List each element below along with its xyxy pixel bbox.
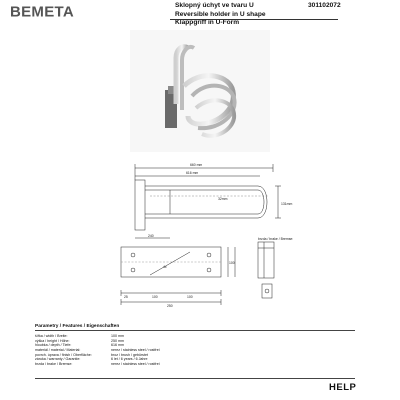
param-row: záruka / warranty / Garantie: 6 let / 6 years / 6 Jahre	[35, 357, 148, 362]
product-code: 301102072	[308, 2, 341, 9]
param-row: hloubka / depth / Tiefe: 616 mm	[35, 343, 124, 348]
params-rule	[35, 330, 355, 331]
title-de: Klappgriff in U-Form	[175, 19, 240, 27]
dim-offset: 240	[148, 234, 154, 238]
param-row: šířka / width / Breite: 100 mm	[35, 334, 124, 338]
dim-side-height: 100	[229, 261, 235, 265]
svg-text:BEMETA: BEMETA	[10, 3, 75, 19]
params-table	[35, 334, 335, 367]
help-label: HELP	[329, 382, 357, 393]
param-row: výška / height / Höhe: 250 mm	[35, 338, 124, 343]
param-row: materiál / material / Material: nerez / stainless steel / rostfrei	[35, 348, 160, 353]
dim-total-width: 250	[167, 304, 173, 308]
dim-length: 616 mm	[186, 171, 199, 175]
title-en: Reversible holder in U shape	[175, 10, 266, 18]
dim-screws: 4x	[163, 265, 167, 269]
footer-rule	[35, 378, 355, 379]
dim-edge: 25	[124, 295, 128, 299]
dim-total: 660 mm	[190, 163, 203, 167]
dim-tube: 32mm	[218, 197, 228, 201]
view-label: brzda / brake / Bremse:	[258, 237, 294, 241]
dim-width-b: 100	[187, 295, 193, 299]
param-row: brzda / brake / Bremse: nerez / stainless steel / rostfrei	[35, 362, 160, 367]
dim-width-a: 100	[152, 295, 158, 299]
param-row: povrch. úprava / finish / Oberfläche: broz / brush / gebürstet	[35, 352, 148, 357]
dim-height: 131mm	[281, 202, 293, 206]
params-title: Parametry / Features / Eigenschaften	[35, 324, 120, 329]
title-cz: Sklopný úchyt ve tvaru U	[175, 2, 254, 9]
